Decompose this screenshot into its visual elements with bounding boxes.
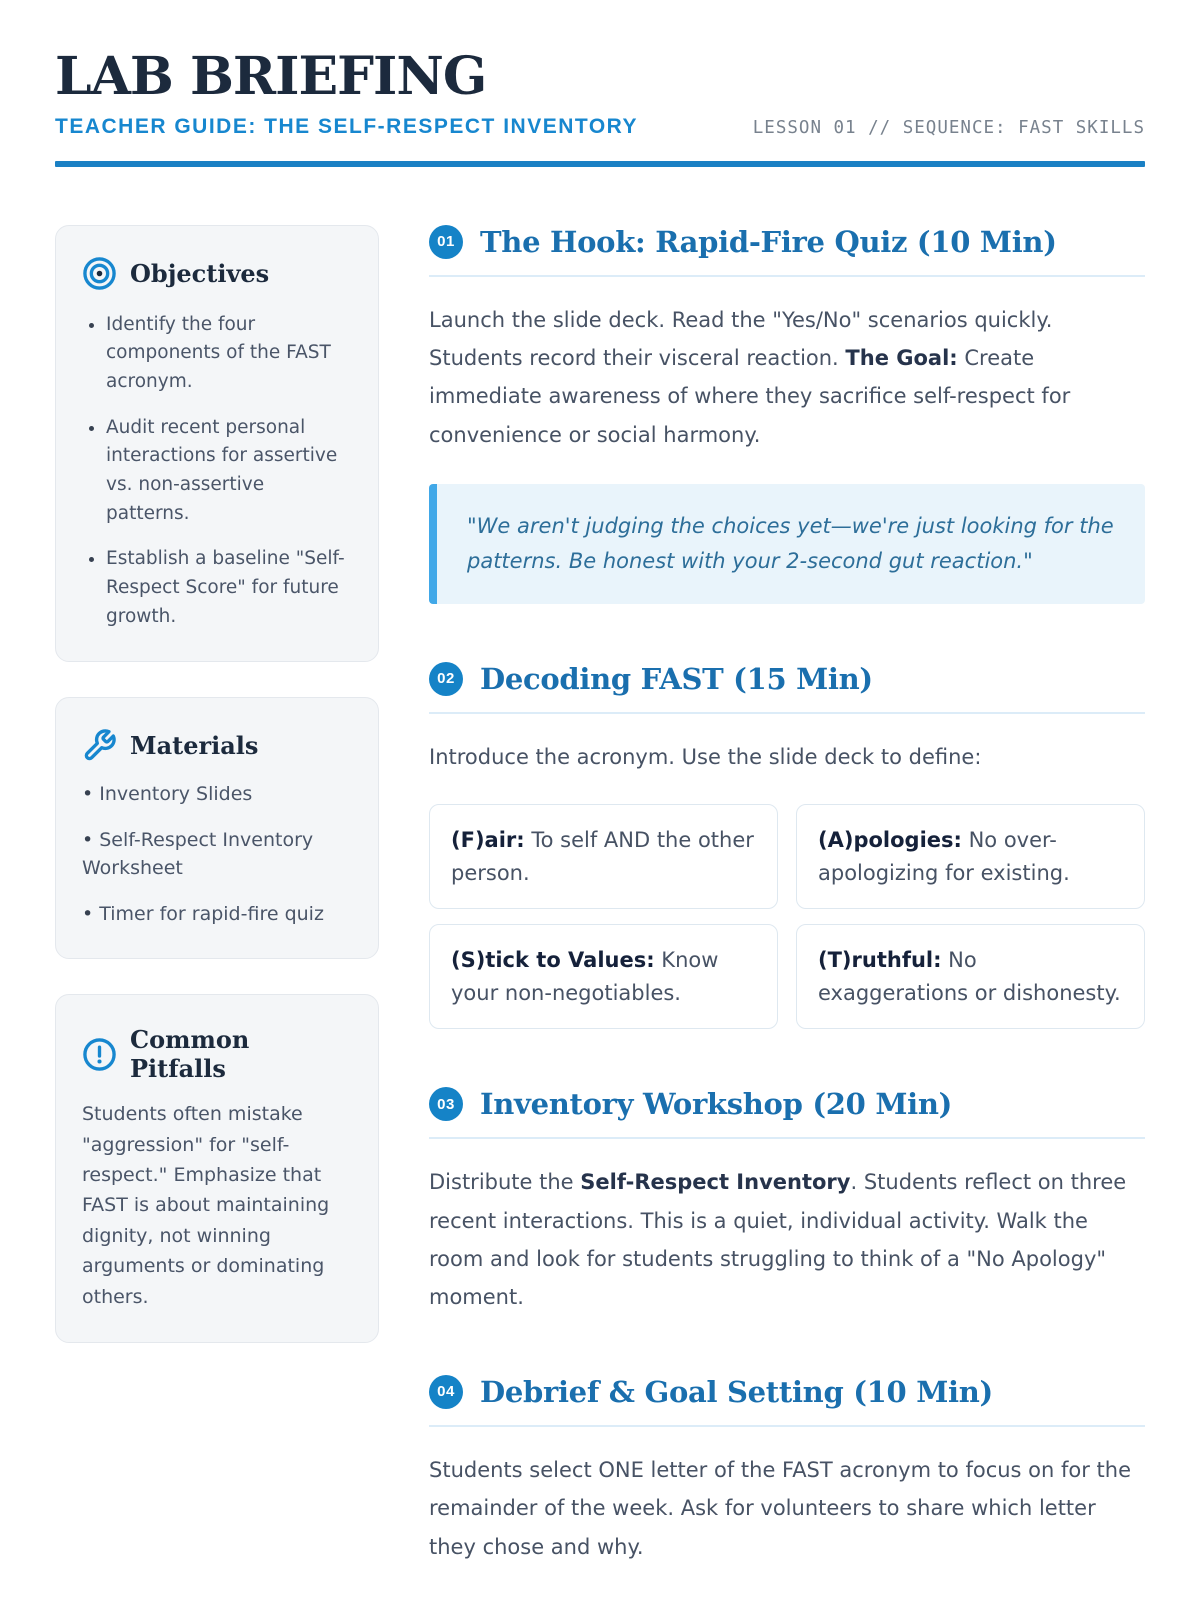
page-subtitle: TEACHER GUIDE: THE SELF-RESPECT INVENTORY	[55, 114, 639, 138]
paragraph-text: Distribute the	[429, 1170, 581, 1195]
pitfalls-card-header	[82, 1025, 352, 1083]
section-title: Debrief & Goal Setting (10 Min)	[480, 1374, 993, 1409]
fast-definition: No over-apologizing for existing.	[818, 827, 1070, 885]
header-rule	[55, 161, 1145, 167]
objectives-title: Objectives	[130, 258, 270, 288]
alert-circle-icon	[82, 1037, 117, 1072]
teacher-script-quote: "We aren't judging the choices yet—we're just looking for the patterns. Be honest with your 2-second gut reaction."	[429, 484, 1145, 603]
materials-card-header	[82, 728, 352, 763]
subtitle-row	[55, 115, 1145, 139]
fast-card-stick-to-values	[429, 924, 778, 1029]
paragraph-bold-text: Self-Respect Inventory	[580, 1170, 851, 1195]
section-hook	[429, 225, 1145, 604]
materials-card	[55, 697, 379, 959]
section-decoding-fast	[429, 662, 1145, 1030]
section-header	[429, 225, 1145, 277]
section-paragraph: Introduce the acronym. Use the slide deck to define:	[429, 744, 982, 769]
fast-definition: To self AND the other person.	[451, 827, 754, 885]
fast-definition: Know your non-negotiables.	[451, 948, 719, 1005]
list-item: • Establish a baseline "Self-Respect Score" for future growth.	[106, 545, 352, 631]
fast-card-fair	[429, 804, 778, 909]
list-item: • Inventory Slides	[82, 780, 352, 809]
fast-term: (F)air:	[451, 827, 525, 852]
section-paragraph	[429, 301, 1145, 455]
list-item: • Self-Respect Inventory Worksheet	[82, 826, 352, 883]
fast-term: (T)ruthful:	[818, 948, 942, 973]
paragraph-text: . Students reflect on three recent interactions. This is a quiet, individual activity. Walk the room and look for students struggling to think of a "No Apology" moment.	[429, 1170, 1127, 1310]
fast-card-apologies	[796, 804, 1145, 909]
section-title: Inventory Workshop (20 Min)	[480, 1087, 953, 1122]
fast-term: (A)pologies:	[818, 827, 962, 852]
pitfalls-card	[55, 994, 379, 1343]
section-paragraph	[429, 1163, 1145, 1317]
target-icon	[82, 256, 117, 291]
list-item: • Timer for rapid-fire quiz	[82, 900, 352, 929]
fast-definition-grid	[429, 804, 1145, 1029]
section-header	[429, 1087, 1145, 1139]
sidebar	[55, 225, 379, 1624]
lesson-plan	[429, 225, 1145, 1624]
step-number-badge: 02	[429, 662, 463, 696]
paragraph-text: Launch the slide deck. Read the "Yes/No" scenarios quickly. Students record their visceral reaction.	[429, 307, 1053, 371]
section-paragraph: Students select ONE letter of the FAST acronym to focus on for the remainder of the week. Ask for volunteers to share which letter they chose and why.	[429, 1457, 1132, 1559]
lesson-meta: LESSON 01 // SEQUENCE: FAST SKILLS	[752, 117, 1145, 138]
section-title: The Hook: Rapid-Fire Quiz (10 Min)	[480, 224, 1057, 259]
pitfalls-title: Common Pitfalls	[130, 1025, 250, 1084]
paragraph-bold-text: The Goal:	[845, 346, 958, 371]
list-item: • Identify the four components of the FAST acronym.	[106, 311, 352, 397]
section-header	[429, 1375, 1145, 1427]
objectives-list	[82, 311, 352, 632]
masthead	[55, 46, 1145, 167]
step-number-badge: 01	[429, 225, 463, 259]
section-debrief	[429, 1375, 1145, 1566]
fast-term: (S)tick to Values:	[451, 948, 655, 973]
section-title: Decoding FAST (15 Min)	[480, 661, 873, 696]
step-number-badge: 04	[429, 1375, 463, 1409]
materials-title: Materials	[130, 731, 259, 761]
step-number-badge: 03	[429, 1087, 463, 1121]
objectives-card	[55, 225, 379, 663]
section-inventory-workshop	[429, 1087, 1145, 1317]
pitfalls-text: Students often mistake "aggression" for "self-respect." Emphasize that FAST is about maintaining dignity, not winning arguments or dominating others.	[82, 1103, 330, 1308]
fast-definition: No exaggerations or dishonesty.	[818, 948, 1121, 1005]
content-columns	[55, 225, 1145, 1624]
fast-card-truthful	[796, 924, 1145, 1029]
paragraph-text: Create immediate awareness of where they sacrifice self-respect for convenience or social harmony.	[429, 346, 1071, 447]
section-header	[429, 662, 1145, 714]
page-title: LAB BRIEFING	[55, 46, 487, 107]
list-item: • Audit recent personal interactions for assertive vs. non-assertive patterns.	[106, 414, 352, 529]
objectives-card-header	[82, 256, 352, 291]
wrench-icon	[82, 728, 117, 763]
